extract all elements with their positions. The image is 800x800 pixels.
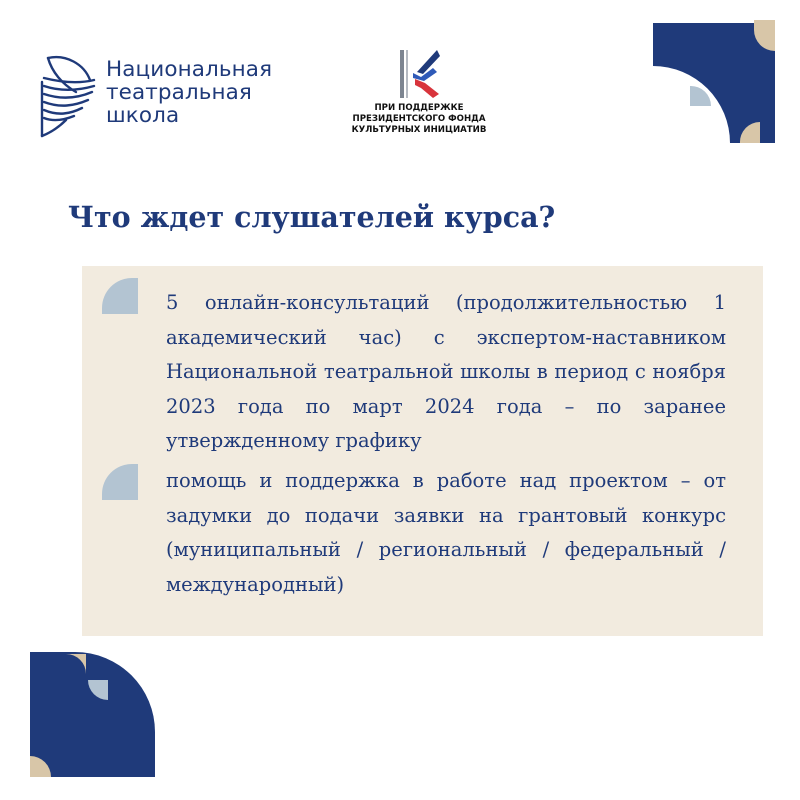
school-logo-text (106, 58, 272, 127)
school-logo-line: школа (106, 103, 180, 128)
page-title: Что ждет слушателей курса? (68, 200, 556, 234)
theatre-school-logo-icon (38, 52, 102, 140)
quarter-circle-bullet-icon (102, 464, 138, 500)
fund-logo-line: КУЛЬТУРНЫХ ИНИЦИАТИВ (351, 125, 487, 135)
info-card (82, 266, 763, 636)
corner-decoration-top-right (650, 20, 780, 146)
fund-logo-line: ПРЕЗИДЕНТСКОГО ФОНДА (352, 114, 486, 124)
quarter-circle-bullet-icon (102, 278, 138, 314)
list-item: 5 онлайн-консультаций (продолжительностью 1 академический час) с экспертом-наставником Национальной театральной школы в период с ноября 2023 года по март 2024 года – по заранее утвержденному графику (166, 291, 726, 452)
corner-decoration-bottom-left (30, 652, 158, 780)
presidential-fund-logo-icon (397, 48, 441, 100)
list-item: помощь и поддержка в работе над проектом – от задумки до подачи заявки на грантовый конкурс (муниципальный / региональный / федеральный / международный) (166, 469, 726, 596)
fund-logo-text (336, 103, 502, 136)
school-logo-line: Национальная (106, 57, 273, 82)
fund-logo-line: ПРИ ПОДДЕРЖКЕ (374, 103, 464, 113)
school-logo-line: театральная (106, 80, 252, 105)
